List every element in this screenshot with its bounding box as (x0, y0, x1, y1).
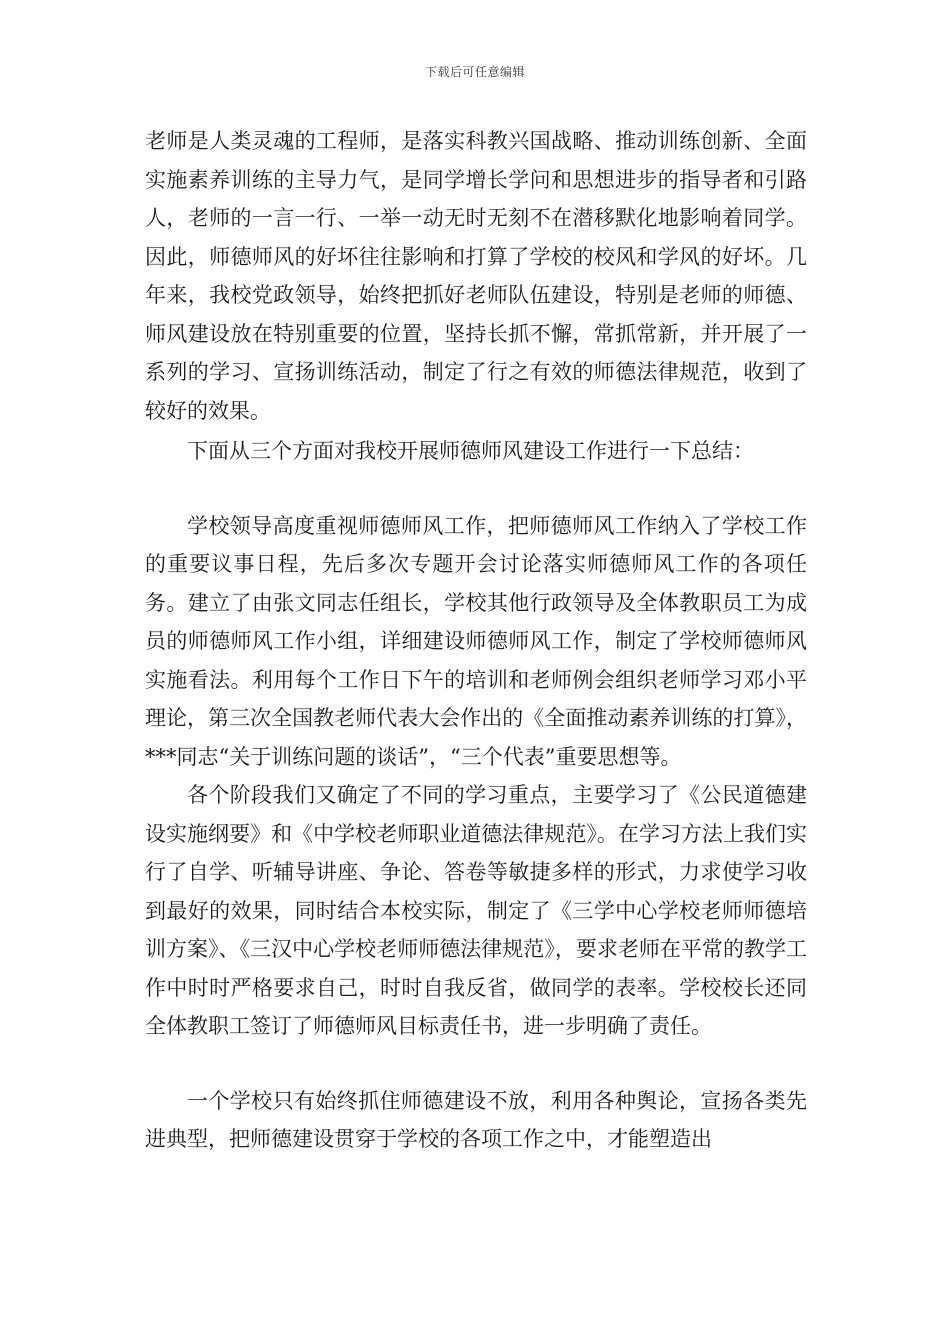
paragraph-intro: 老师是人类灵魂的工程师，是落实科教兴国战略、推动训练创新、全面实施素养训练的主导力气，是同学增长学问和思想进步的指导者和引路人，老师的一言一行、一举一动无时无刻不在潜移默化地影响着同学。因此，师德师风的好坏往往影响和打算了学校的校风和学风的好坏。几年来，我校党政领导，始终把抓好老师队伍建设，特别是老师的师德、师风建设放在特别重要的位置，坚持长抓不懈，常抓常新，并开展了一系列的学习、宣扬训练活动，制定了行之有效的师德法律规范，收到了较好的效果。 (145, 129, 807, 423)
section-gap (145, 1046, 807, 1082)
paragraph-study-focus: 各个阶段我们又确定了不同的学习重点，主要学习了《公民道德建设实施纲要》和《中学校老师职业道德法律规范》。在学习方法上我们实行了自学、听辅导讲座、争论、答卷等敏捷多样的形式，力求使学习收到最好的效果，同时结合本校实际，制定了《三学中心学校老师师德培训方案》、《三汉中心学校老师师德法律规范》，要求老师在平常的教学工作中时时严格要求自己，时时自我反省，做同学的表率。学校校长还同全体教职工签订了师德师风目标责任书，进一步明确了责任。 (145, 783, 807, 1038)
section-gap (145, 471, 807, 507)
paragraph-leadership: 学校领导高度重视师德师风工作，把师德师风工作纳入了学校工作的重要议事日程，先后多次专题开会讨论落实师德师风工作的各项任务。建立了由张文同志任组长，学校其他行政领导及全体教职员工为成员的师德师风工作小组，详细建设师德师风工作，制定了学校师德师风实施看法。利用每个工作日下午的培训和老师例会组织老师学习邓小平理论，第三次全国教老师代表大会作出的《全面推动素养训练的打算》，***同志“关于训练问题的谈话”，“三个代表”重要思想等。 (145, 513, 807, 769)
paragraph-summary-lead: 下面从三个方面对我校开展师德师风建设工作进行一下总结： (187, 439, 754, 463)
page-header: 下载后可任意编辑 (424, 65, 525, 79)
document-body (145, 122, 807, 1159)
paragraph-publicity: 一个学校只有始终抓住师德建设不放，利用各种舆论，宣扬各类先进典型，把师德建设贯穿于学校的各项工作之中，才能塑造出 (145, 1088, 807, 1151)
